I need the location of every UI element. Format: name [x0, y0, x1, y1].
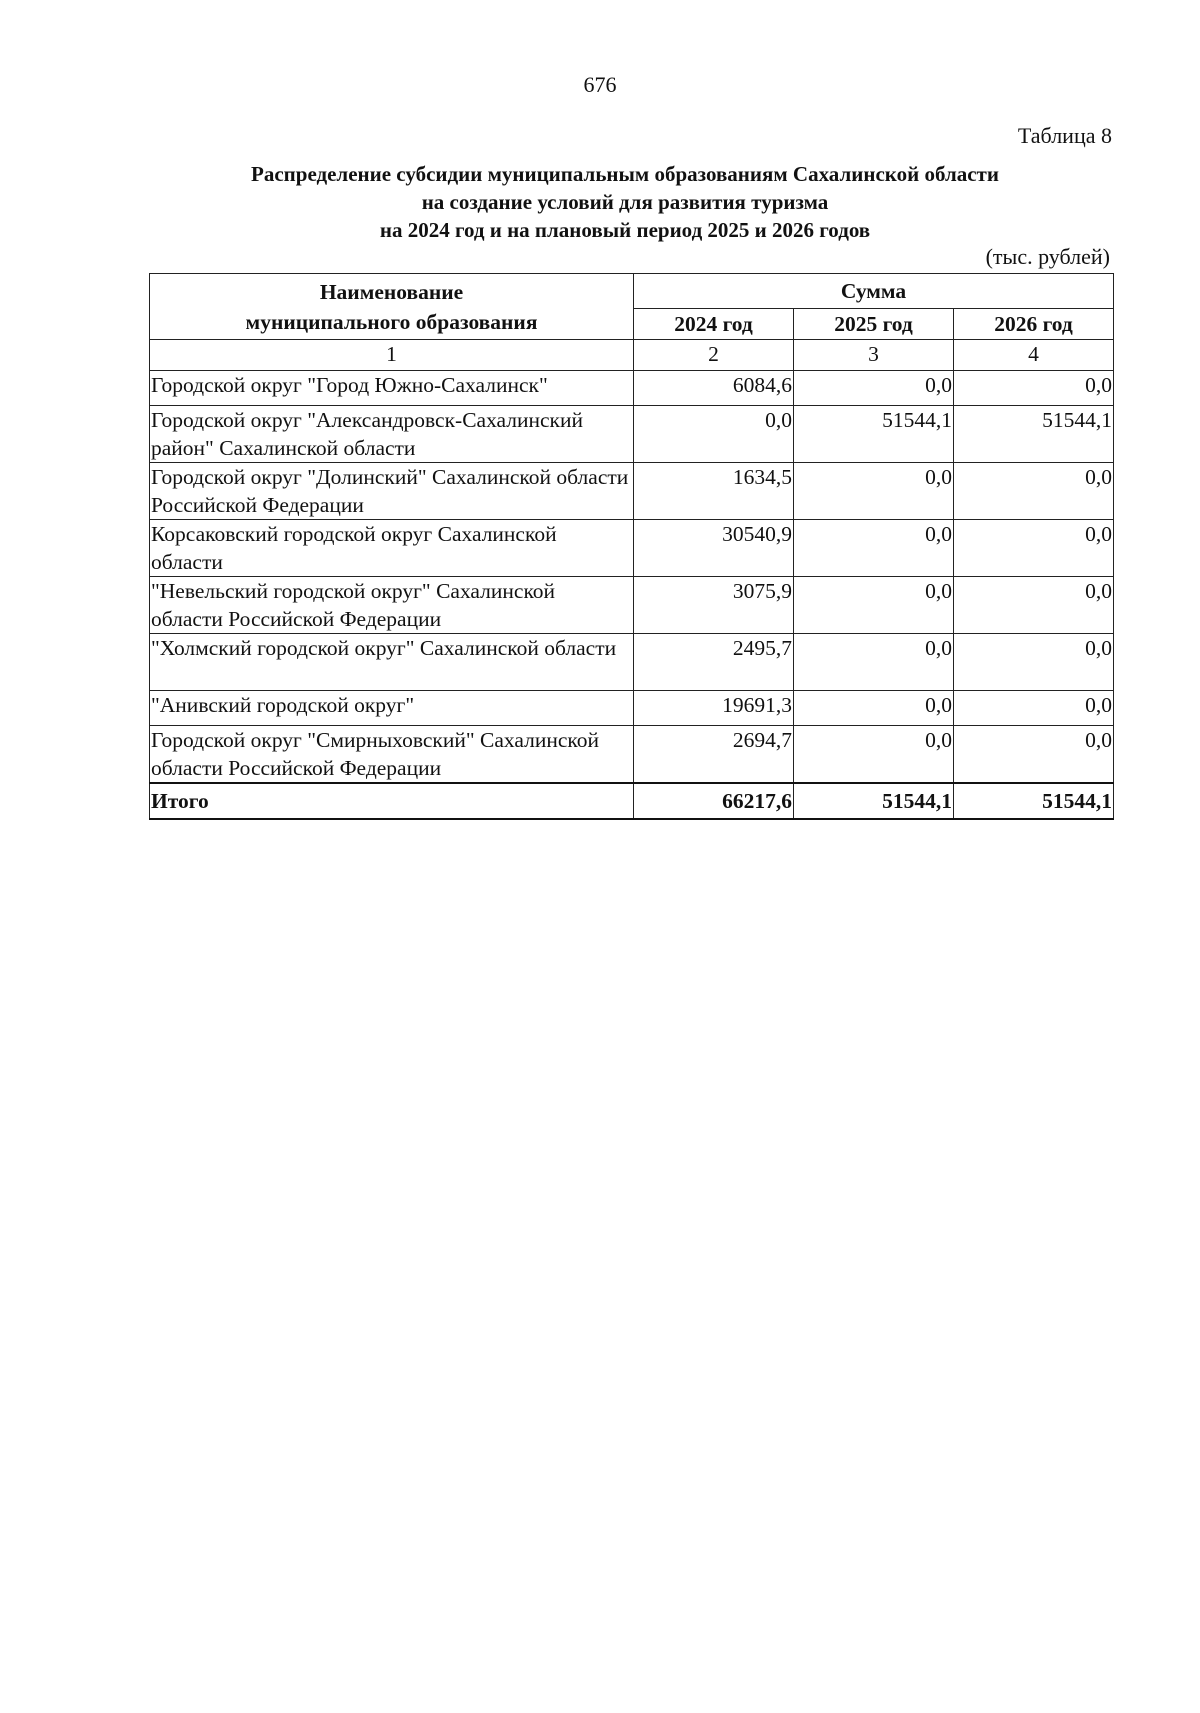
- row-value-2025: 0,0: [794, 463, 954, 520]
- row-value-2026: 0,0: [954, 634, 1114, 691]
- header-sum: Сумма: [634, 274, 1114, 309]
- title-line-2: на создание условий для развития туризма: [421, 190, 829, 214]
- column-number: 1: [150, 340, 634, 371]
- table-row: [150, 371, 1114, 406]
- table-row: [150, 520, 1114, 577]
- row-value-2024: 1634,5: [634, 463, 794, 520]
- table-row: [150, 634, 1114, 691]
- total-label: Итого: [150, 783, 634, 819]
- row-value-2024: 0,0: [634, 406, 794, 463]
- total-value-2026: 51544,1: [954, 783, 1114, 819]
- row-value-2024: 6084,6: [634, 371, 794, 406]
- row-value-2025: 0,0: [794, 634, 954, 691]
- subsidy-table: [149, 273, 1114, 820]
- table-row: [150, 691, 1114, 726]
- header-year-2026: 2026 год: [954, 309, 1114, 340]
- row-value-2024: 19691,3: [634, 691, 794, 726]
- row-value-2025: 0,0: [794, 691, 954, 726]
- table-row: [150, 463, 1114, 520]
- row-value-2025: 0,0: [794, 726, 954, 784]
- total-value-2025: 51544,1: [794, 783, 954, 819]
- table-row: [150, 406, 1114, 463]
- header-year-2024: 2024 год: [634, 309, 794, 340]
- total-value-2024: 66217,6: [634, 783, 794, 819]
- row-value-2024: 3075,9: [634, 577, 794, 634]
- row-value-2026: 0,0: [954, 520, 1114, 577]
- header-name: [150, 274, 634, 340]
- row-value-2024: 30540,9: [634, 520, 794, 577]
- column-number: 3: [794, 340, 954, 371]
- row-value-2025: 0,0: [794, 577, 954, 634]
- header-name-line-1: Наименование: [319, 279, 464, 304]
- row-value-2024: 2495,7: [634, 634, 794, 691]
- row-value-2024: 2694,7: [634, 726, 794, 784]
- units-label: (тыс. рублей): [985, 244, 1110, 269]
- header-year-2025: 2025 год: [794, 309, 954, 340]
- column-number: 4: [954, 340, 1114, 371]
- row-value-2026: 0,0: [954, 691, 1114, 726]
- row-value-2026: 0,0: [954, 463, 1114, 520]
- row-name: "Холмский городской округ" Сахалинской области: [150, 634, 634, 691]
- row-name: "Анивский городской округ": [150, 691, 634, 726]
- row-name: "Невельский городской округ" Сахалинской области Российской Федерации: [150, 577, 634, 634]
- title-line-3: на 2024 год и на плановый период 2025 и 2026 годов: [379, 218, 871, 242]
- row-name: Корсаковский городской округ Сахалинской области: [150, 520, 634, 577]
- column-numbers-row: [150, 340, 1114, 371]
- row-value-2025: 51544,1: [794, 406, 954, 463]
- row-name: Городской округ "Город Южно-Сахалинск": [150, 371, 634, 406]
- row-name: Городской округ "Долинский" Сахалинской области Российской Федерации: [150, 463, 634, 520]
- total-row: [150, 783, 1114, 819]
- row-name: Городской округ "Александровск-Сахалинский район" Сахалинской области: [150, 406, 634, 463]
- row-value-2025: 0,0: [794, 520, 954, 577]
- row-value-2025: 0,0: [794, 371, 954, 406]
- table-row: [150, 577, 1114, 634]
- row-value-2026: 0,0: [954, 726, 1114, 784]
- row-value-2026: 51544,1: [954, 406, 1114, 463]
- title-line-1: Распределение субсидии муниципальным образованиям Сахалинской области: [251, 162, 999, 186]
- column-number: 2: [634, 340, 794, 371]
- row-value-2026: 0,0: [954, 577, 1114, 634]
- page-number: 676: [583, 72, 617, 97]
- document-title: [140, 160, 1110, 244]
- header-name-line-2: муниципального образования: [245, 309, 538, 334]
- row-value-2026: 0,0: [954, 371, 1114, 406]
- table-label: Таблица 8: [1017, 123, 1112, 148]
- row-name: Городской округ "Смирныховский" Сахалинской области Российской Федерации: [150, 726, 634, 784]
- table-row: [150, 726, 1114, 784]
